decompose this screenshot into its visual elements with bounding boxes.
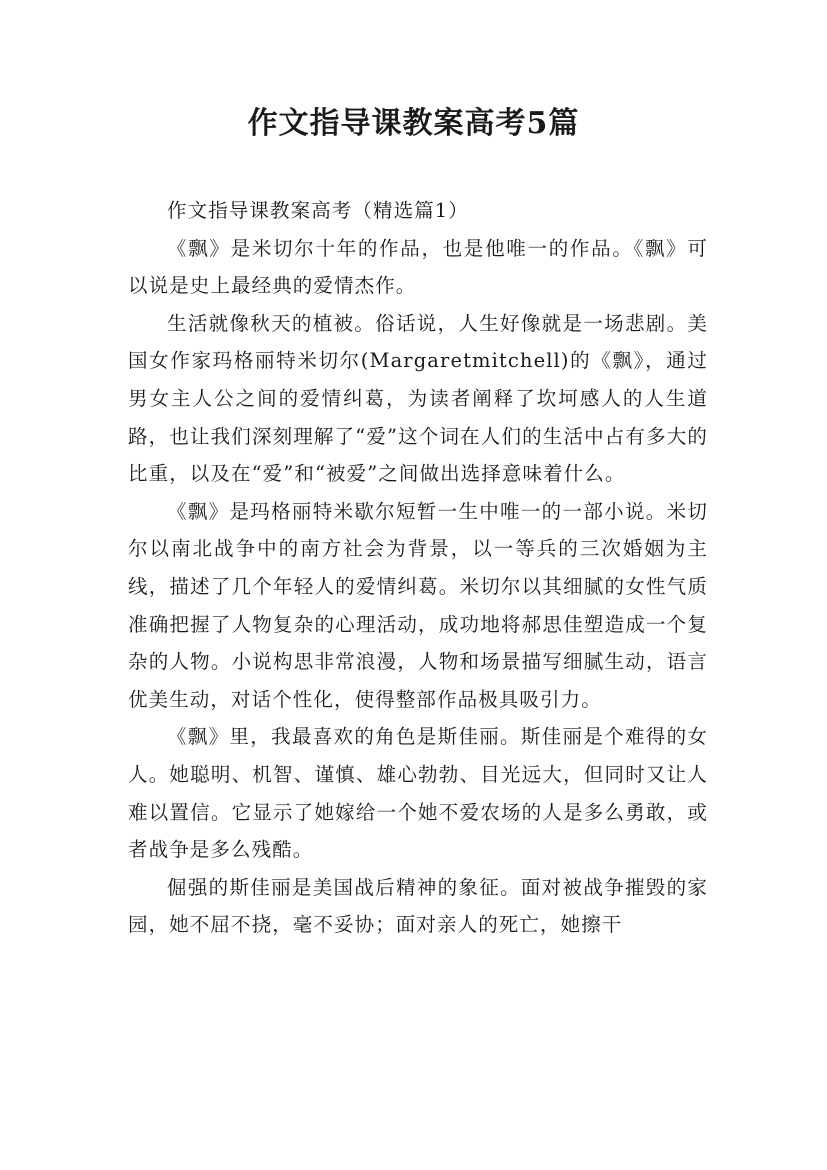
paragraph: 《飘》里，我最喜欢的角色是斯佳丽。斯佳丽是个难得的女人。她聪明、机智、谨慎、雄心勃勃、目光远大，但同时又让人难以置信。它显示了她嫁给一个她不爱农场的人是多么勇敢，或者战争是多么残酷。 bbox=[128, 725, 708, 862]
document-title: 作文指导课教案高考5篇 bbox=[247, 106, 580, 141]
section-heading: 作文指导课教案高考（精选篇1） bbox=[167, 199, 469, 222]
paragraph: 生活就像秋天的植被。俗话说，人生好像就是一场悲剧。美国女作家玛格丽特米切尔(Margaretmitchell)的《飘》，通过男女主人公之间的爱情纠葛，为读者阐释了坎坷感人的人生道路，也让我们深刻理解了“爱”这个词在人们的生活中占有多大的比重，以及在“爱”和“被爱”之间做出选择意味着什么。 bbox=[128, 311, 708, 486]
document-body bbox=[128, 192, 708, 944]
paragraph: 《飘》是米切尔十年的作品，也是他唯一的作品。《飘》可以说是史上最经典的爱情杰作。 bbox=[128, 236, 708, 298]
paragraph: 《飘》是玛格丽特米歇尔短暂一生中唯一的一部小说。米切尔以南北战争中的南方社会为背景，以一等兵的三次婚姻为主线，描述了几个年轻人的爱情纠葛。米切尔以其细腻的女性气质准确把握了人物复杂的心理活动，成功地将郝思佳塑造成一个复杂的人物。小说构思非常浪漫，人物和场景描写细腻生动，语言优美生动，对话个性化，使得整部作品极具吸引力。 bbox=[128, 499, 708, 711]
paragraph: 倔强的斯佳丽是美国战后精神的象征。面对被战争摧毁的家园，她不屈不挠，毫不妥协；面对亲人的死亡，她擦干 bbox=[128, 875, 708, 937]
